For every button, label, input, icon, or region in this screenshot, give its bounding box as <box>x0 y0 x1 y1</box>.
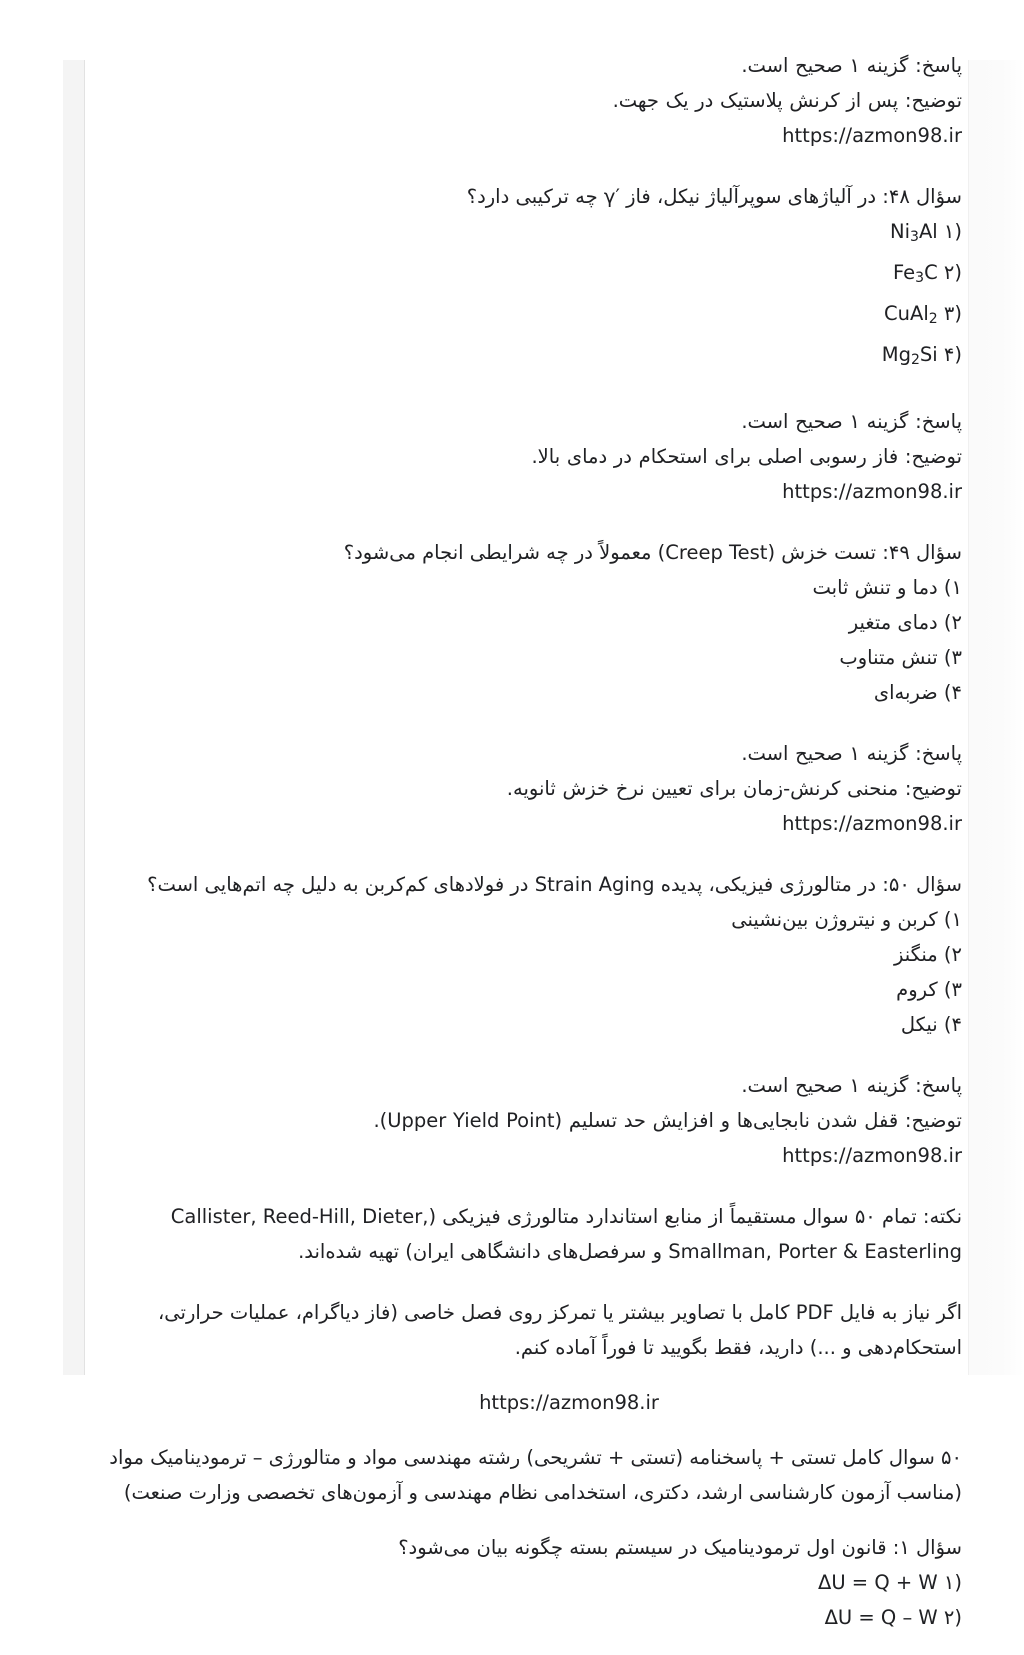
option-item[interactable] <box>86 570 962 605</box>
option-item[interactable] <box>86 937 962 972</box>
footer-url[interactable]: https://azmon98.ir <box>479 1391 659 1415</box>
explanation-line: توضیح: پس از کرنش پلاستیک در یک جهت. <box>612 89 962 112</box>
option-item[interactable] <box>86 640 962 675</box>
option-label: دما و تنش ثابت <box>812 576 938 600</box>
section-gap <box>86 710 962 736</box>
section-gap <box>86 153 962 179</box>
option-label: نیکل <box>900 1013 938 1037</box>
option-marker: ۴) <box>943 1013 962 1037</box>
option-item[interactable] <box>86 1600 962 1635</box>
question-50 <box>86 867 962 1042</box>
answer-line: پاسخ: گزینه ۱ صحیح است. <box>741 54 962 77</box>
option-item[interactable] <box>86 1007 962 1042</box>
option-item[interactable] <box>86 255 962 296</box>
answer-block-48 <box>86 404 962 509</box>
option-item[interactable] <box>86 296 962 337</box>
new-set-intro <box>86 1440 962 1510</box>
option-marker: ۲) <box>943 943 962 967</box>
option-label: دمای متغیر <box>848 611 938 635</box>
option-marker: ۱) <box>943 220 962 243</box>
option-item[interactable] <box>86 1565 962 1600</box>
source-url[interactable]: https://azmon98.ir <box>782 480 962 504</box>
option-marker: ۳) <box>943 302 962 326</box>
answer-line: پاسخ: گزینه ۱ صحیح است. <box>741 410 962 434</box>
option-item[interactable] <box>86 972 962 1007</box>
option-label: ΔU = Q – W <box>824 1606 938 1630</box>
note-paragraph: نکته: تمام ۵۰ سوال مستقیماً از منابع استاندارد متالورژی فیزیکی (Callister, Reed-Hill, Dieter, Smallman, Porter & Easterling و سرفصل‌های دانشگاهی ایران) تهیه شده‌اند. <box>170 1205 962 1264</box>
question-1 <box>86 1530 962 1635</box>
new-set-subheading: (مناسب آزمون کارشناسی ارشد، دکتری، استخدامی نظام مهندسی و آزمون‌های تخصصی وزارت صنعت) <box>123 1481 962 1505</box>
option-item[interactable] <box>86 675 962 710</box>
source-url[interactable]: https://azmon98.ir <box>782 124 962 147</box>
explanation-line: توضیح: منحنی کرنش-زمان برای تعیین نرخ خزش ثانویه. <box>506 777 962 801</box>
section-gap <box>86 1510 962 1530</box>
question-stem: سؤال ۴۸: در آلیاژهای سوپرآلیاژ نیکل، فاز ′γ چه ترکیبی دارد؟ <box>466 185 962 208</box>
question-stem: سؤال ۴۹: تست خزش (Creep Test) معمولاً در چه شرایطی انجام می‌شود؟ <box>343 541 962 565</box>
section-gap <box>86 1269 962 1295</box>
option-formula: $Fe_3C$ <box>892 261 938 287</box>
section-gap <box>86 509 962 535</box>
question-48 <box>86 179 962 378</box>
answer-line: پاسخ: گزینه ۱ صحیح است. <box>741 1074 962 1098</box>
option-marker: ۱) <box>943 576 962 600</box>
answer-block-50 <box>86 1068 962 1173</box>
option-label: ضربه‌ای <box>873 681 938 705</box>
section-gap <box>86 1365 962 1385</box>
option-marker: ۳) <box>943 646 962 670</box>
question-49 <box>86 535 962 710</box>
answer-block-49 <box>86 736 962 841</box>
option-label: ΔU = Q + W <box>817 1571 938 1595</box>
section-gap <box>86 378 962 404</box>
option-marker: ۱) <box>943 1571 962 1595</box>
option-marker: ۱) <box>943 908 962 932</box>
option-formula: $Mg_2Si$ <box>881 343 938 369</box>
option-marker: ۳) <box>943 978 962 1002</box>
option-label: کربن و نیتروژن بین‌نشینی <box>731 908 938 932</box>
answer-line: پاسخ: گزینه ۱ صحیح است. <box>741 742 962 766</box>
option-formula: CuAl$_2$ <box>884 302 938 328</box>
section-gap <box>86 841 962 867</box>
section-gap <box>86 1173 962 1199</box>
source-url[interactable]: https://azmon98.ir <box>782 812 962 836</box>
answer-block-47 <box>86 48 962 153</box>
option-item[interactable] <box>86 605 962 640</box>
explanation-line: توضیح: فاز رسوبی اصلی برای استحکام در دمای بالا. <box>531 445 962 469</box>
source-url[interactable]: https://azmon98.ir <box>782 1144 962 1168</box>
option-item[interactable] <box>86 214 962 255</box>
option-formula: $Ni_3Al$ <box>889 220 938 246</box>
new-set-heading: ۵۰ سوال کامل تستی + پاسخنامه (تستی + تشریحی) رشته مهندسی مواد و متالورژی – ترمودینامیک مواد <box>109 1446 962 1470</box>
question-stem: سؤال ۱: قانون اول ترمودینامیک در سیستم بسته چگونه بیان می‌شود؟ <box>398 1536 962 1560</box>
option-item[interactable] <box>86 337 962 378</box>
option-marker: ۴) <box>943 343 962 367</box>
option-marker: ۲) <box>943 261 962 285</box>
option-marker: ۴) <box>943 681 962 705</box>
section-gap <box>86 1420 962 1440</box>
offer-paragraph: اگر نیاز به فایل PDF کامل با تصاویر بیشتر یا تمرکز روی فصل خاصی (فاز دیاگرام، عملیات حرارتی، استحکام‌دهی و ...) دارید، فقط بگویید تا فوراً آماده کنم. <box>158 1301 962 1360</box>
option-item[interactable] <box>86 902 962 937</box>
option-label: منگنز <box>893 943 938 967</box>
option-label: کروم <box>896 978 938 1002</box>
option-marker: ۲) <box>943 1606 962 1630</box>
explanation-line: توضیح: قفل شدن نابجایی‌ها و افزایش حد تسلیم (Upper Yield Point). <box>373 1109 962 1133</box>
option-label: تنش متناوب <box>839 646 938 670</box>
question-stem: سؤال ۵۰: در متالورژی فیزیکی، پدیده Strain Aging در فولادهای کم‌کربن به دلیل چه اتم‌هایی است؟ <box>147 873 962 897</box>
option-marker: ۲) <box>943 611 962 635</box>
section-gap <box>86 1042 962 1068</box>
